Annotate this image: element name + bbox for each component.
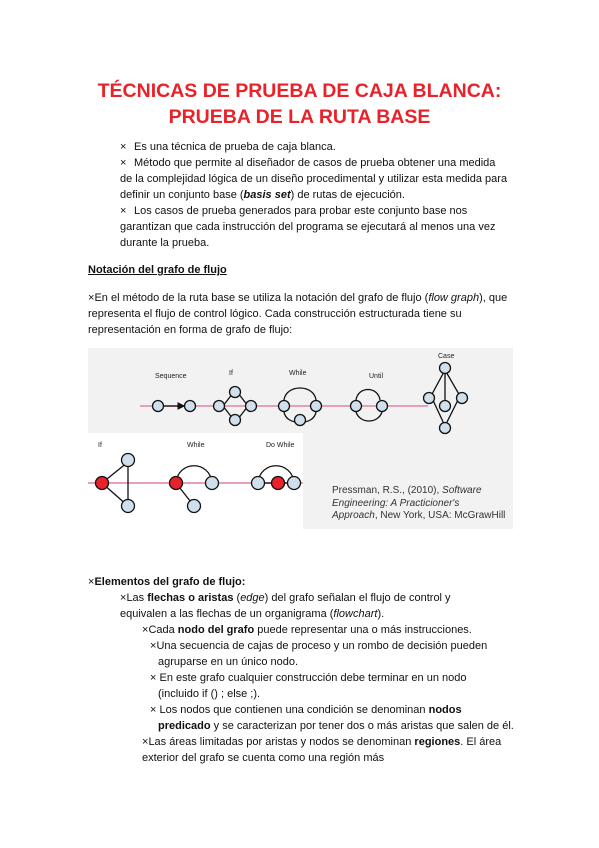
element-1-line-1 xyxy=(120,590,451,606)
text-run: Software xyxy=(442,485,482,496)
text-run: flechas o aristas xyxy=(147,592,234,604)
text-run: nodos xyxy=(428,704,462,716)
bullet-mark: × xyxy=(150,640,157,652)
bullet-mark: × xyxy=(150,672,157,684)
intro-bullet-2-line-2: de la complejidad lógica de un diseño procedimental y utilizar esta medida para xyxy=(120,173,508,185)
element-2 xyxy=(142,622,472,638)
text-run: . El área xyxy=(460,736,502,748)
text-run: Pressman, R.S., (2010), xyxy=(332,485,443,496)
text-run: ( xyxy=(233,592,241,604)
bullet-mark: × xyxy=(120,205,127,217)
intro-bullet-1-text: Es una técnica de prueba de caja blanca. xyxy=(134,141,336,153)
flow-graph-term: flow graph xyxy=(428,292,480,304)
label-until: Until xyxy=(369,373,384,380)
bullet-mark: × xyxy=(150,704,157,716)
basis-set-term: basis set xyxy=(243,189,291,201)
text-run: ) del grafo señalan el flujo de control y xyxy=(264,592,451,604)
caption-line-1 xyxy=(332,485,505,498)
element-1-line-2 xyxy=(120,606,384,622)
element-2-2-line-1 xyxy=(150,670,466,686)
element-2-2-line-2: (incluido if () ; else ;). xyxy=(158,688,261,700)
text-run: Cada xyxy=(148,624,178,636)
label-while-bottom: While xyxy=(187,442,205,449)
text-run: puede representar una o más instrucciones. xyxy=(254,624,472,636)
case-graph xyxy=(424,363,468,434)
bullet-mark: × xyxy=(120,592,127,604)
text-run: ), que xyxy=(479,292,508,304)
element-3-line-1 xyxy=(142,734,501,750)
text-run: Elementos del grafo de flujo: xyxy=(94,576,246,588)
elements-heading xyxy=(88,574,245,590)
label-do-while: Do While xyxy=(266,442,295,449)
element-3-line-2: exterior del grafo se cuenta como una región más xyxy=(142,752,385,764)
label-case: Case xyxy=(438,353,455,360)
text-run: Engineering: A Practicioner's xyxy=(332,497,460,509)
intro-bullet-2-line-3 xyxy=(120,187,405,203)
intro-bullet-3-line-3: durante la prueba. xyxy=(120,237,210,249)
text-run: equivalen a las flechas de un organigrama ( xyxy=(120,608,334,620)
text-run: Las xyxy=(126,592,148,604)
element-2-3-line-1 xyxy=(150,702,462,718)
text-run: regiones xyxy=(414,736,461,748)
text-run: Los nodos que contienen una condición se denominan xyxy=(156,704,429,716)
text-run: Approach xyxy=(332,510,375,521)
bullet-mark: × xyxy=(120,157,127,169)
section-heading: Notación del grafo de flujo xyxy=(88,264,227,276)
page-title-line-1: TÉCNICAS DE PRUEBA DE CAJA BLANCA: xyxy=(97,80,502,102)
intro-bullet-3 xyxy=(120,203,467,219)
notation-line-3: representación en forma de grafo de flujo: xyxy=(88,324,293,336)
text-run: y se caracterizan por tener dos o más aristas que salen de él. xyxy=(210,720,514,732)
bullet-mark: × xyxy=(88,576,95,588)
text-run: definir un conjunto base ( xyxy=(120,189,244,201)
label-while-top: While xyxy=(289,370,307,377)
caption-line-3 xyxy=(332,510,505,523)
text-run: ) de rutas de ejecución. xyxy=(290,189,405,201)
text-run: Las áreas limitadas por aristas y nodos se denominan xyxy=(148,736,415,748)
element-2-1-line-2: agruparse en un único nodo. xyxy=(158,656,299,668)
intro-bullet-2-line-1: Método que permite al diseñador de casos de prueba obtener una medida xyxy=(134,157,496,169)
caption-line-2 xyxy=(332,498,505,511)
page-title-line-2: PRUEBA DE LA RUTA BASE xyxy=(168,106,431,128)
label-if-bottom: If xyxy=(98,442,102,449)
text-run: ). xyxy=(377,608,385,620)
element-2-1-line-1 xyxy=(150,638,487,654)
text-run: edge xyxy=(240,592,265,604)
text-run: En este grafo cualquier construcción debe terminar en un nodo xyxy=(156,672,467,684)
bullet-mark: × xyxy=(142,624,149,636)
notation-line-1 xyxy=(88,290,507,306)
intro-bullet-3-line-1: Los casos de prueba generados para probar este conjunto base nos xyxy=(134,205,468,217)
bullet-mark: × xyxy=(88,292,95,304)
text-run: flowchart xyxy=(333,608,378,620)
notation-line-2: representa el flujo de control lógico. Cada construcción estructurada tiene su xyxy=(88,308,462,320)
intro-bullet-3-line-2: garantizan que cada instrucción del programa se ejecutará al menos una vez xyxy=(120,221,496,233)
text-run: , New York, USA: McGrawHill xyxy=(374,510,506,521)
text-run: En el método de la ruta base se utiliza la notación del grafo de flujo ( xyxy=(94,292,429,304)
sequence-graph xyxy=(153,401,196,412)
bullet-mark: × xyxy=(120,141,127,153)
figure-caption xyxy=(332,485,505,523)
text-run: Una secuencia de cajas de proceso y un rombo de decisión pueden xyxy=(156,640,488,652)
label-if-top: If xyxy=(229,370,233,377)
intro-bullet-1 xyxy=(120,139,336,155)
bullet-mark: × xyxy=(142,736,149,748)
label-sequence: Sequence xyxy=(155,373,187,380)
element-2-3-line-2 xyxy=(158,718,514,734)
flow-graph-figure xyxy=(88,348,513,529)
intro-bullet-2 xyxy=(120,155,495,171)
text-run: predicado xyxy=(158,720,211,732)
text-run: nodo del grafo xyxy=(177,624,255,636)
